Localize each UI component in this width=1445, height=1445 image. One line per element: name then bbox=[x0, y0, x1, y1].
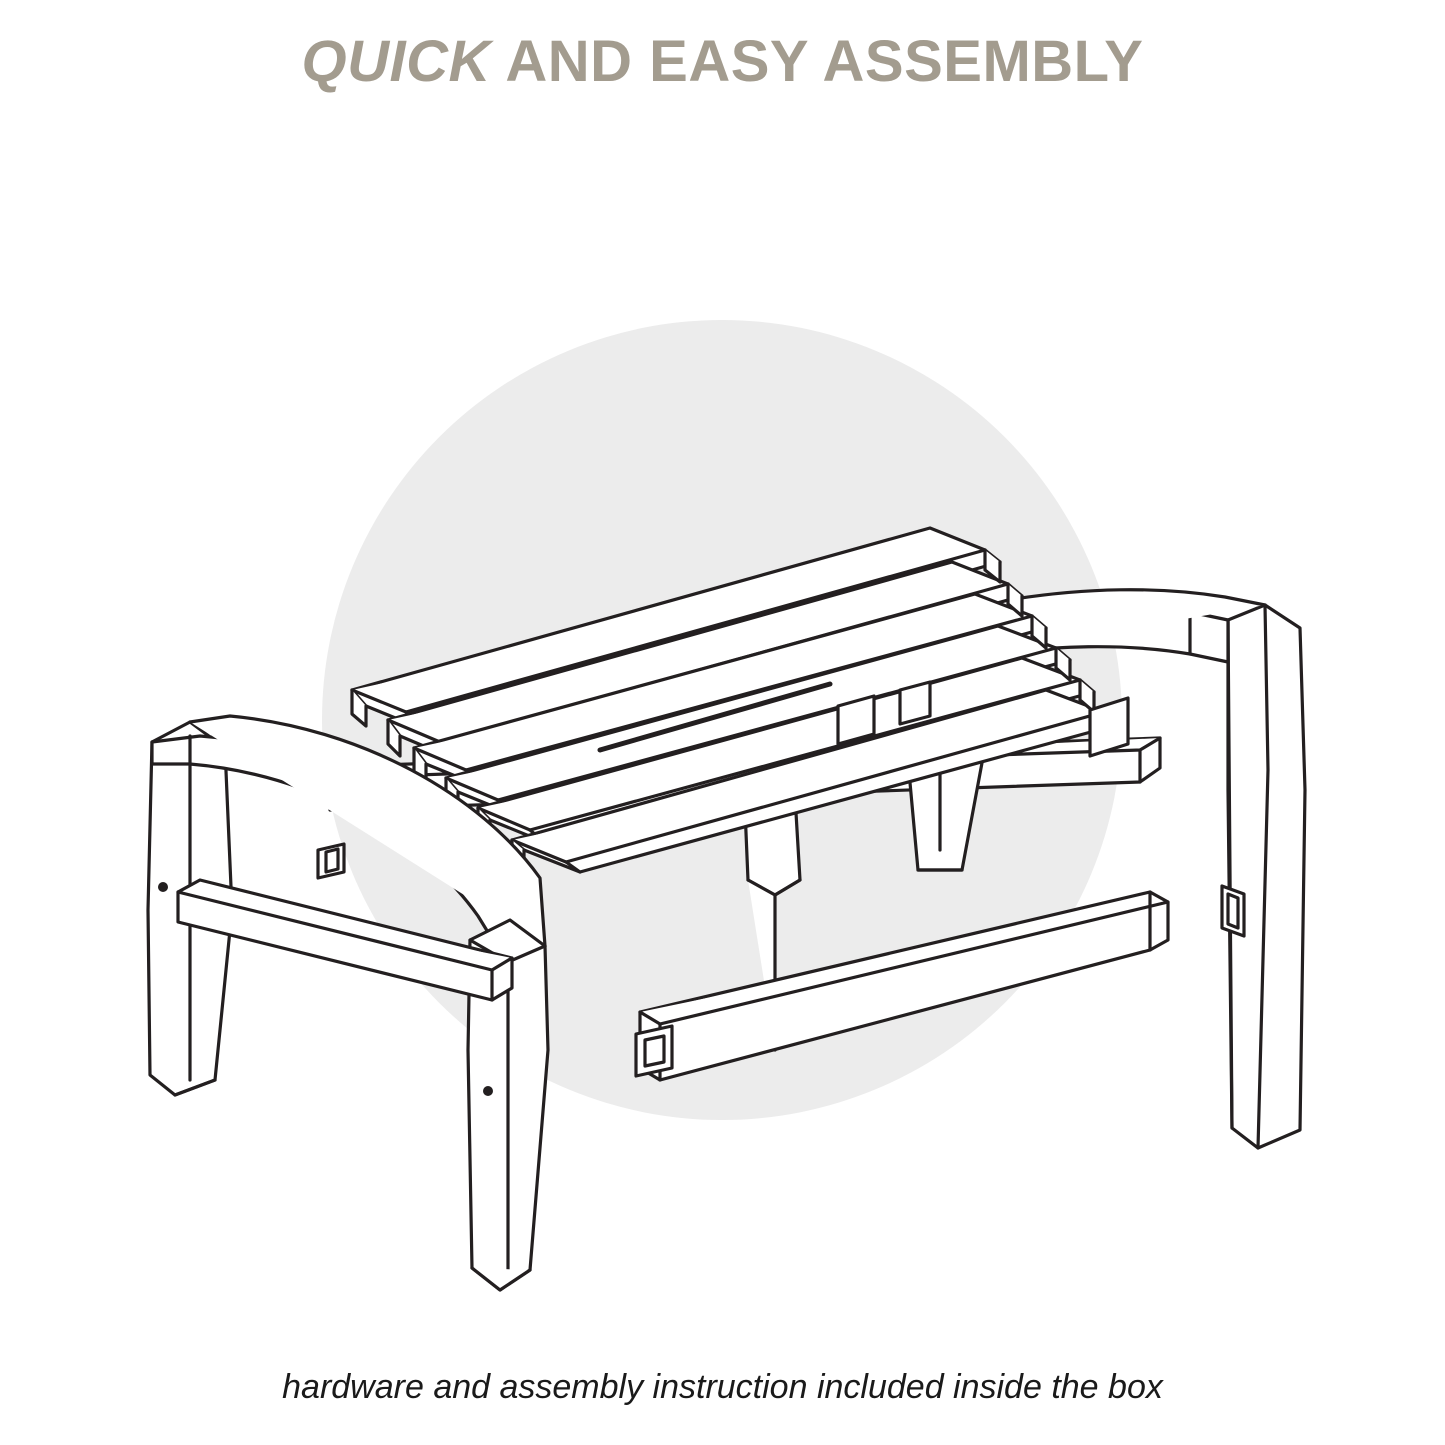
page-title bbox=[0, 28, 1445, 95]
page-title-rest: AND EASY ASSEMBLY bbox=[490, 29, 1144, 94]
assembly-diagram bbox=[0, 150, 1445, 1300]
footer-caption: hardware and assembly instruction included inside the box bbox=[282, 1368, 1163, 1406]
page-title-emphasis: QUICK bbox=[301, 29, 491, 94]
